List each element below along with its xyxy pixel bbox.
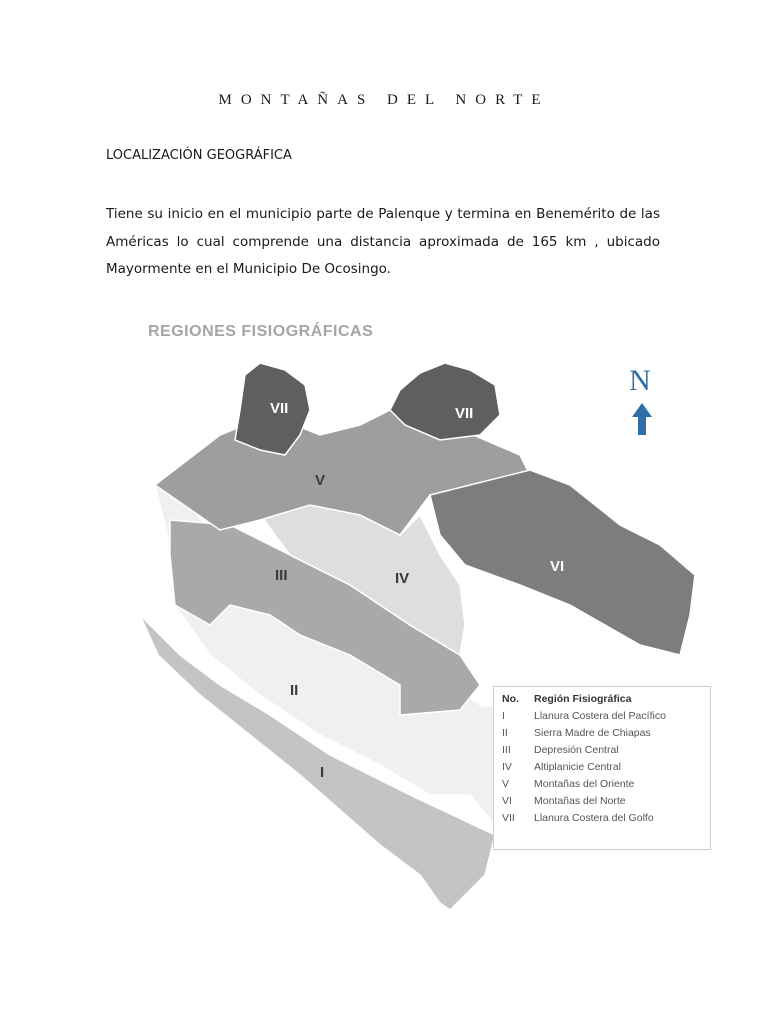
- region-label-ii: II: [290, 682, 299, 699]
- legend-row-number: V: [502, 777, 510, 790]
- legend-row-number: IV: [502, 760, 512, 773]
- legend-row: [502, 724, 666, 741]
- legend-row-number: VI: [502, 794, 512, 807]
- map-legend: [493, 686, 711, 850]
- document-title: MONTAÑAS DEL NORTE: [218, 92, 550, 108]
- body-paragraph: Tiene su inicio en el municipio parte de Palenque y termina en Benemérito de las Américas lo cual comprende una distancia aproximada de 165 km , ubicado Mayormente en el Municipio De Ocosingo.: [106, 206, 660, 277]
- legend-row-name: Montañas del Norte: [534, 794, 626, 807]
- region-label-iii: III: [275, 567, 288, 584]
- region-label-vii-west: VII: [270, 400, 289, 417]
- legend-header-no: No.: [502, 693, 519, 705]
- legend-row-number: I: [502, 709, 505, 722]
- region-label-vi: VI: [550, 558, 565, 575]
- legend-row: [502, 741, 666, 758]
- legend-header-region: Región Fisiográfica: [534, 693, 632, 705]
- region-label-v: V: [315, 472, 326, 489]
- legend-row-name: Montañas del Oriente: [534, 777, 635, 790]
- legend-row: [502, 707, 666, 724]
- legend-row: [502, 792, 666, 809]
- legend-row-name: Llanura Costera del Golfo: [534, 811, 654, 824]
- legend-row: [502, 809, 666, 826]
- region-label-i: I: [320, 764, 325, 781]
- legend-row-name: Depresión Central: [534, 743, 619, 756]
- legend-row-number: VII: [502, 811, 515, 824]
- legend-row-number: III: [502, 743, 511, 756]
- legend-row-name: Altiplanicie Central: [534, 760, 621, 773]
- legend-row: [502, 775, 666, 792]
- legend-row: [502, 758, 666, 775]
- legend-row-name: Llanura Costera del Pacífico: [534, 709, 666, 722]
- region-label-iv: IV: [395, 570, 410, 587]
- section-heading: LOCALIZACIÓN GEOGRÁFICA: [106, 148, 292, 163]
- north-arrow-icon: [632, 403, 652, 435]
- legend-row-name: Sierra Madre de Chiapas: [534, 726, 651, 739]
- north-label: N: [629, 364, 651, 397]
- map-title: REGIONES FISIOGRÁFICAS: [148, 323, 374, 340]
- region-label-vii-east: VII: [455, 405, 474, 422]
- legend-row-number: II: [502, 726, 508, 739]
